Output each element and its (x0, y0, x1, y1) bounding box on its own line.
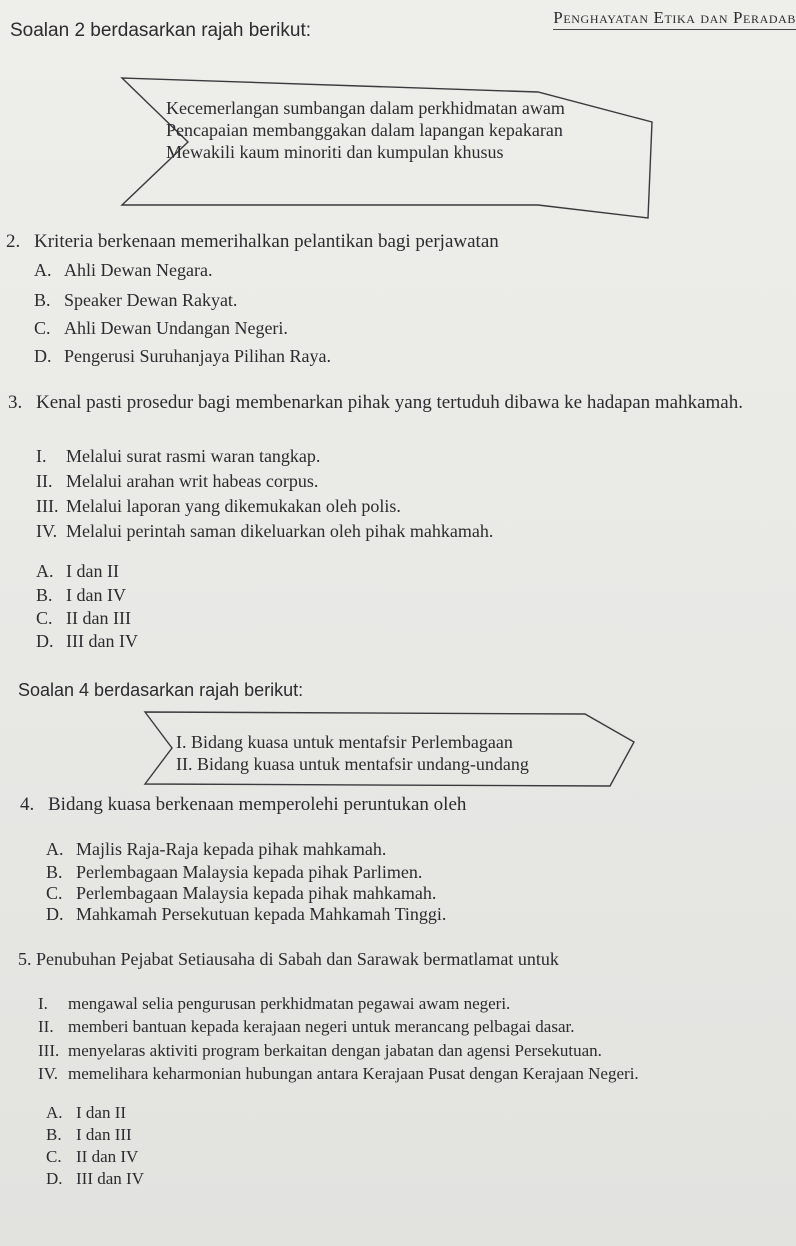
option-text: III dan IV (66, 631, 138, 651)
option-label: C. (46, 883, 63, 903)
option-text: I dan III (76, 1125, 132, 1144)
q5-statement-1 (38, 994, 510, 1014)
page-header: Penghayatan Etika dan Peradab (553, 8, 796, 30)
question-3-stem (8, 392, 743, 414)
statement-label: II. (38, 1017, 54, 1036)
q5-statement-4 (38, 1064, 639, 1084)
option-text: Ahli Dewan Undangan Negeri. (64, 318, 288, 338)
option-text: I dan II (66, 561, 119, 581)
q3-statement-3 (36, 496, 401, 517)
q5-statement-2 (38, 1017, 574, 1037)
q2-intro: Soalan 2 berdasarkan rajah berikut: (10, 20, 312, 41)
question-4-stem (20, 794, 466, 816)
option-text: Mahkamah Persekutuan kepada Mahkamah Tinggi. (76, 904, 447, 924)
q3-option-d[interactable] (36, 631, 138, 652)
question-5-stem (18, 949, 559, 970)
option-label: C. (34, 318, 51, 338)
option-label: C. (36, 608, 53, 628)
q3-option-c[interactable] (36, 608, 131, 629)
q2-option-a[interactable] (34, 260, 212, 281)
option-label: A. (34, 260, 52, 280)
q5-option-d[interactable] (46, 1169, 144, 1189)
option-text: Ahli Dewan Negara. (64, 260, 213, 280)
statement-text: menyelaras aktiviti program berkaitan dengan jabatan dan agensi Persekutuan. (68, 1041, 602, 1060)
q5-statement-3 (38, 1041, 602, 1061)
option-label: A. (36, 561, 54, 581)
q4-intro: Soalan 4 berdasarkan rajah berikut: (18, 680, 304, 700)
option-label: B. (46, 1125, 62, 1144)
q3-option-b[interactable] (36, 585, 126, 606)
statement-text: Melalui laporan yang dikemukakan oleh polis. (66, 496, 401, 516)
q3-statement-4 (36, 521, 493, 542)
statement-label: III. (38, 1041, 60, 1060)
q2-option-b[interactable] (34, 290, 237, 311)
q4-diagram-line-2: II. Bidang kuasa untuk mentafsir undang-undang (176, 754, 529, 774)
statement-label: IV. (36, 521, 58, 541)
option-label: D. (34, 346, 52, 366)
question-number: 5. (18, 949, 32, 969)
q4-diagram-line-1: I. Bidang kuasa untuk mentafsir Perlembagaan (176, 732, 513, 752)
option-text: III dan IV (76, 1169, 144, 1188)
statement-text: Melalui perintah saman dikeluarkan oleh pihak mahkamah. (66, 521, 494, 541)
statement-text: memberi bantuan kepada kerajaan negeri untuk merancang pelbagai dasar. (68, 1017, 575, 1036)
statement-label: IV. (38, 1064, 58, 1083)
q4-option-a[interactable] (46, 839, 386, 860)
q4-option-d[interactable] (46, 904, 446, 925)
q4-option-b[interactable] (46, 862, 422, 883)
option-label: A. (46, 1103, 63, 1122)
statement-text: mengawal selia pengurusan perkhidmatan pegawai awam negeri. (68, 994, 511, 1013)
q2-option-c[interactable] (34, 318, 288, 339)
q5-option-b[interactable] (46, 1125, 132, 1145)
q2-diagram-line-2: Pencapaian membanggakan dalam lapangan kepakaran (166, 120, 563, 140)
q2-diagram-line-3: Mewakili kaum minoriti dan kumpulan khusus (166, 142, 504, 162)
option-text: Speaker Dewan Rakyat. (64, 290, 238, 310)
option-text: I dan IV (66, 585, 126, 605)
question-text: Bidang kuasa berkenaan memperolehi peruntukan oleh (48, 794, 467, 815)
question-text: Kenal pasti prosedur bagi membenarkan pihak yang tertuduh dibawa ke hadapan mahkamah. (36, 392, 743, 413)
q5-option-a[interactable] (46, 1103, 126, 1123)
option-text: Pengerusi Suruhanjaya Pilihan Raya. (64, 346, 331, 366)
option-label: A. (46, 839, 64, 859)
statement-label: I. (38, 994, 48, 1013)
option-label: D. (36, 631, 54, 651)
q3-option-a[interactable] (36, 561, 119, 582)
question-text: Penubuhan Pejabat Setiausaha di Sabah dan Sarawak bermatlamat untuk (36, 949, 559, 969)
option-label: B. (34, 290, 51, 310)
option-text: II dan IV (76, 1147, 139, 1166)
option-label: D. (46, 1169, 63, 1188)
q4-option-c[interactable] (46, 883, 436, 904)
question-number: 3. (8, 392, 23, 413)
option-label: D. (46, 904, 64, 924)
statement-label: II. (36, 471, 53, 491)
statement-text: Melalui surat rasmi waran tangkap. (66, 446, 321, 466)
statement-text: Melalui arahan writ habeas corpus. (66, 471, 319, 491)
option-label: B. (36, 585, 53, 605)
option-text: I dan II (76, 1103, 127, 1122)
q2-diagram-line-1: Kecemerlangan sumbangan dalam perkhidmatan awam (166, 98, 565, 118)
statement-text: memelihara keharmonian hubungan antara Kerajaan Pusat dengan Kerajaan Negeri. (68, 1064, 639, 1083)
option-label: C. (46, 1147, 62, 1166)
question-text: Kriteria berkenaan memerihalkan pelantikan bagi perjawatan (34, 231, 499, 252)
q2-option-d[interactable] (34, 346, 331, 367)
q3-statement-2 (36, 471, 318, 492)
option-text: Perlembagaan Malaysia kepada pihak mahkamah. (76, 883, 437, 903)
option-text: Majlis Raja-Raja kepada pihak mahkamah. (76, 839, 387, 859)
q3-statement-1 (36, 446, 320, 467)
question-number: 4. (20, 794, 35, 815)
question-2-stem (6, 231, 499, 253)
question-number: 2. (6, 231, 21, 252)
statement-label: I. (36, 446, 47, 466)
option-text: Perlembagaan Malaysia kepada pihak Parlimen. (76, 862, 423, 882)
option-label: B. (46, 862, 63, 882)
q5-option-c[interactable] (46, 1147, 138, 1167)
statement-label: III. (36, 496, 59, 516)
option-text: II dan III (66, 608, 131, 628)
